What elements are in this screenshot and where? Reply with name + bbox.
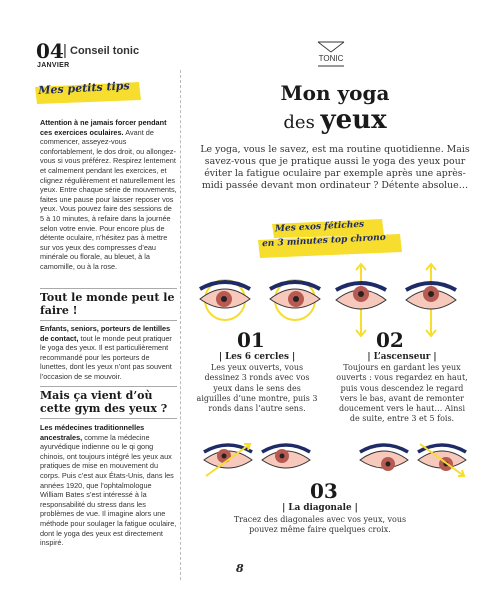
heading-origin: Mais ça vient d’où cette gym des yeux ? xyxy=(40,389,168,415)
origin-body: comme la médecine ayurvédique indienne ou le qi gong chinois, ont toujours intégré les yeux aux pratiques de mise en mouvement du corps. Puis c’est aux États-Unis, dans les années 1920, que l’ophtalmologue William Bates s’est intéressé à la responsabilité du stress dans les problèmes de vue. Il imagine alors une méthode pour soulager la fatigue oculaire, dont le yoga des yeux est directement inspiré. xyxy=(40,432,177,548)
exercise-2-number: 02 xyxy=(376,328,404,352)
section-rule xyxy=(40,418,177,419)
title-des: des xyxy=(283,112,321,133)
header-separator: | xyxy=(63,42,67,59)
date-day: 04 xyxy=(36,39,64,63)
exercise-3-text: Tracez des diagonales avec vos yeux, vous pouvez même faire quelques croix. xyxy=(233,515,407,535)
article-title-line2 xyxy=(200,105,470,135)
tips-lead: Attention à ne jamais forcer pendant ces exercices oculaires. xyxy=(40,118,167,137)
origin-paragraph xyxy=(40,423,177,548)
tonic-logo xyxy=(316,40,346,68)
everyone-lead: Enfants, seniors, porteurs de lentilles de contact, xyxy=(40,324,171,343)
article-title-line1: Mon yoga xyxy=(280,81,390,105)
exercise-3-title: | La diagonale | xyxy=(282,503,358,513)
column-divider xyxy=(180,70,181,580)
section-rule xyxy=(40,288,177,289)
exercise-2-text: Toujours en gardant les yeux ouverts : vous regardez en haut, puis vous descendez le regard vers le bas, avant de remonter doucement vers le haut… Ainsi de suite, entre 3 et 5 fois. xyxy=(336,363,468,424)
date-month: JANVIER xyxy=(37,62,70,69)
exercise-2-title: | L’ascenseur | xyxy=(367,352,437,362)
title-yeux: yeux xyxy=(320,105,387,135)
exercise-1-number: 01 xyxy=(237,328,265,352)
section-rule xyxy=(40,386,177,387)
exos-title-line2: en 3 minutes top chrono xyxy=(261,232,386,250)
page-number: 8 xyxy=(236,562,244,575)
section-title: Conseil tonic xyxy=(70,45,140,57)
intro-paragraph: Le yoga, vous le savez, est ma routine quotidienne. Mais savez-vous que je pratique aussi le yoga des yeux pour éviter la fatigue oculaire par exemple après une après-midi passée devant mon ordinateur ? Détente absolue… xyxy=(200,144,470,192)
heading-everyone: Tout le monde peut le faire ! xyxy=(40,291,175,317)
exercise-3-number: 03 xyxy=(310,479,338,503)
origin-lead: Les médecines traditionnelles ancestrales, xyxy=(40,423,145,442)
eyes-diagonal-illustration xyxy=(200,436,470,484)
everyone-body: tout le monde peut pratiquer le yoga des yeux. Il est particulièrement recommandé pour les porteurs de lunettes, dont les yeux n’ont pas souvent l’occasion de se mouvoir. xyxy=(40,333,172,381)
logo-text: TONIC xyxy=(318,54,344,63)
eyes-circles-illustration xyxy=(192,275,332,335)
tips-body: Avant de commencer, asseyez-vous confortablement, le dos droit, ou allongez-vous si vous préférez. Respirez lentement et calmement pendant les exercices, et clignez régulièrement et naturellement les yeux. Entre chaque série de mouvements, faites une pause pour laisser reposer vos yeux. Vous pouvez faire des sessions de 5 à 10 minutes, à refaire dans la journée selon votre envie. Pour encore plus de détente oculaire, n’hésitez pas à mettre sur vos yeux des compresses d’eau minérale ou florale, au bleuet, à la camomille, ou à la rose. xyxy=(40,127,177,271)
exos-title-line1: Mes exos fétiches xyxy=(274,219,365,235)
exercise-1-title: | Les 6 cercles | xyxy=(218,352,296,362)
section-rule xyxy=(40,320,177,321)
tips-title: Mes petits tips xyxy=(38,79,130,97)
tips-paragraph xyxy=(40,118,177,272)
everyone-paragraph xyxy=(40,324,177,382)
exercise-1-text: Les yeux ouverts, vous dessinez 3 ronds avec vos yeux dans le sens des aiguilles d’une montre, puis 3 ronds dans l’autre sens. xyxy=(196,363,318,414)
